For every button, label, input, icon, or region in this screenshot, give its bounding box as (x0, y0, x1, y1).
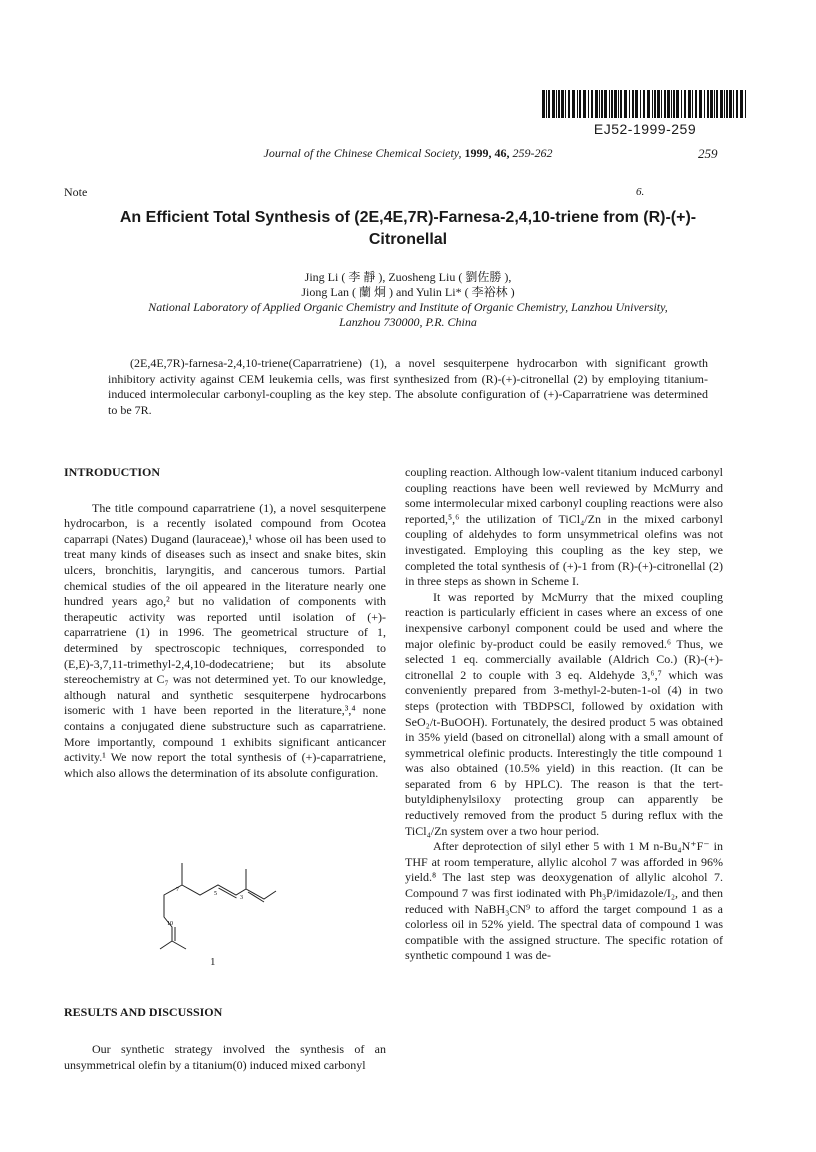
right-column (405, 465, 723, 964)
barcode-bar (720, 90, 723, 118)
barcode-bar (724, 90, 725, 118)
barcode-bar (620, 90, 622, 118)
barcode-bar (635, 90, 638, 118)
author-line-2: Jiong Lan ( 蘭 炯 ) and Yulin Li* ( 李裕林 ) (301, 285, 515, 299)
author-block (90, 270, 726, 330)
barcode-bar (629, 90, 630, 118)
barcode-bar (736, 90, 738, 118)
structure-number-3: 3 (240, 895, 243, 901)
barcode-bar (716, 90, 718, 118)
barcode-bar (595, 90, 598, 118)
barcode-bar (707, 90, 709, 118)
results-heading: RESULTS AND DISCUSSION (64, 1005, 223, 1019)
margin-mark: 6. (636, 186, 645, 198)
chemical-structure (150, 855, 290, 965)
barcode-bar (654, 90, 656, 118)
barcode-bar (542, 90, 545, 118)
right-paragraph-1: coupling reaction. Although low-valent titanium induced carbonyl coupling reactions have been well reviewed by McMurry and some intermolecular mixed carbonyl coupling reactions were also reported,⁵,⁶ the utilization of TiCl₄/Zn in the mixed carbonyl coupling of aldehydes to form unsymmetrical olefins was not investigated. Employing this coupling as the key step, we completed the total synthesis of (+)-1 from (R)-(+)-citronellal (2) in three steps as shown in Scheme I. (405, 465, 723, 589)
barcode-bar (624, 90, 627, 118)
right-paragraph-2: It was reported by McMurry that the mixed coupling reaction is particularly efficient in cases where an excess of one inexpensive carbonyl component could be used and where the major olefinic by-product could be easily removed.⁶ Thus, we selected 1 eq. commercially available (Aldrich Co.) (R)-(+)-citronellal 2 to couple with 3 eq. Aldehyde 3,⁶,⁷ which was conveniently prepared from 3-methyl-2-buten-1-ol (4) in two steps (protection with TBDPSCl, followed by oxidation with SeO₂/t-BuOOH). Fortunately, the desired product 5 was obtained in 35% yield (based on citronellal) along with a small amount of symmetrical olefinic products. Interestingly the title compound 1 was also obtained (10.5% yield) in this reaction. (It can be separated from 6 by HPLC). The reason is that the tert-butyldiphenylsiloxy protecting group can apparently be reductively removed from the product 5 during reflux with the TiCl₄/Zn system over a two hour period. (405, 589, 723, 838)
barcode-bar (726, 90, 728, 118)
structure-number-5: 5 (214, 891, 217, 897)
barcode-bar (572, 90, 575, 118)
document-code: EJ52-1999-259 (593, 121, 697, 137)
barcode (540, 90, 750, 118)
structure-number-7: 7 (176, 887, 179, 893)
barcode-bar (604, 90, 607, 118)
journal-volume: 1999, 46, (464, 146, 510, 160)
barcode-bar (688, 90, 691, 118)
barcode-bar (657, 90, 660, 118)
barcode-bar (684, 90, 686, 118)
journal-citation (0, 146, 816, 161)
barcode-bar (552, 90, 555, 118)
barcode-bar (588, 90, 589, 118)
barcode-bar (591, 90, 593, 118)
barcode-bar (695, 90, 697, 118)
intro-heading: INTRODUCTION (64, 465, 161, 479)
barcode-bar (661, 90, 662, 118)
barcode-bar (579, 90, 581, 118)
structure-number-10: 10 (167, 921, 173, 927)
barcode-bar (632, 90, 634, 118)
barcode-bar (599, 90, 600, 118)
barcode-bar (740, 90, 743, 118)
barcode-bar (676, 90, 679, 118)
journal-name: Journal of the Chinese Chemical Society, (263, 146, 465, 160)
left-column (64, 465, 386, 781)
barcode-bar (556, 90, 557, 118)
intro-paragraph: The title compound caparratriene (1), a novel sesquiterpene hydrocarbon, is a recently isolated compound from Ocotea caparrapi (Nates) Dugand (lauraceae),¹ whose oil has been used to treat many kinds of diseases such as insect and snake bites, skin ulcers, bronchitis, laryngitis, and cancerous tumors. Partial chemical studies of the oil appeared in the literature nearly one hundred years ago,² but no validation of components with therapeutic activity was reported until isolation of (+)-caparratriene (1) in 1996. The geometrical structure of 1, determined by spectroscopic techniques, corresponded to (E,E)-3,7,11-trimethyl-2,4,10-dodecatriene; but its absolute stereochemistry at C₇ was not determined yet. To our knowledge, although natural and synthetic sesquiterpene hydrocarbons isomeric with 1 have been reported in the literature,³,⁴ none contains a conjugated diene substructure such as caparratriene. More importantly, compound 1 exhibits significant anticancer activity.¹ We now report the total synthesis of (+)-caparratriene, which also allows the determination of its absolute configuration. (64, 500, 386, 780)
barcode-bar (729, 90, 732, 118)
barcode-bar (745, 90, 746, 118)
address: Lanzhou 730000, P.R. China (339, 315, 477, 329)
page-number: 259 (698, 146, 718, 161)
barcode-bar (704, 90, 705, 118)
barcode-bar (601, 90, 603, 118)
results-paragraph: Our synthetic strategy involved the synthesis of an unsymmetrical olefin by a titanium(0) induced mixed carbonyl (64, 1042, 386, 1072)
barcode-bar (647, 90, 650, 118)
barcode-bar (609, 90, 610, 118)
structure-label: 1 (210, 956, 216, 968)
barcode-bar (561, 90, 564, 118)
barcode-bar (667, 90, 670, 118)
right-paragraph-3: After deprotection of silyl ether 5 with 1 M n-Bu₄N⁺F⁻ in THF at room temperature, allylic alcohol 7 was afforded in 96% yield.⁸ The last step was deoxygenation of allylic alcohol 7. Compound 7 was first iodinated with Ph₃P/imidazole/I₂, and then reduced with NaBH₃CN⁹ to afford the target compound 1 as a colorless oil in 52% yield. The spectral data of compound 1 was compatible with the assigned structure. The specific rotation of synthetic compound 1 was de- (405, 839, 723, 963)
barcode-bar (568, 90, 570, 118)
barcode-bar (664, 90, 666, 118)
barcode-bar (611, 90, 613, 118)
barcode-bar (671, 90, 672, 118)
barcode-bar (710, 90, 713, 118)
abstract: (2E,4E,7R)-farnesa-2,4,10-triene(Caparratriene) (1), a novel sesquiterpene hydrocarbon with significant growth inhibitory activity against CEM leukemia cells, was first synthesized from (R)-(+)-citronellal (2) by employing titanium-induced intermolecular carbonyl-coupling as the key step. The absolute configuration of (+)-Caparratriene was determined to be 7R. (108, 356, 708, 417)
author-line-1: Jing Li ( 李 靜 ), Zuosheng Liu ( 劉佐勝 ), (304, 270, 512, 284)
barcode-bar (652, 90, 653, 118)
journal-pages: 259-262 (509, 146, 553, 160)
barcode-bar (714, 90, 715, 118)
barcode-bar (565, 90, 566, 118)
barcode-bar (681, 90, 682, 118)
barcode-bar (733, 90, 734, 118)
barcode-bar (614, 90, 617, 118)
barcode-bar (618, 90, 619, 118)
affiliation: National Laboratory of Applied Organic Chemistry and Institute of Organic Chemistry, Lanzhou University, (148, 300, 668, 314)
barcode-bar (558, 90, 560, 118)
barcode-bar (643, 90, 645, 118)
barcode-bar (640, 90, 641, 118)
barcode-bar (577, 90, 578, 118)
barcode-bar (673, 90, 675, 118)
barcode-bar (699, 90, 702, 118)
barcode-bar (583, 90, 586, 118)
paper-title: An Efficient Total Synthesis of (2E,4E,7R)-Farnesa-2,4,10-triene from (R)-(+)-Citronellal (119, 209, 697, 248)
barcode-bar (548, 90, 550, 118)
note-label: Note (64, 185, 88, 199)
barcode-bar (546, 90, 547, 118)
barcode-bar (692, 90, 693, 118)
